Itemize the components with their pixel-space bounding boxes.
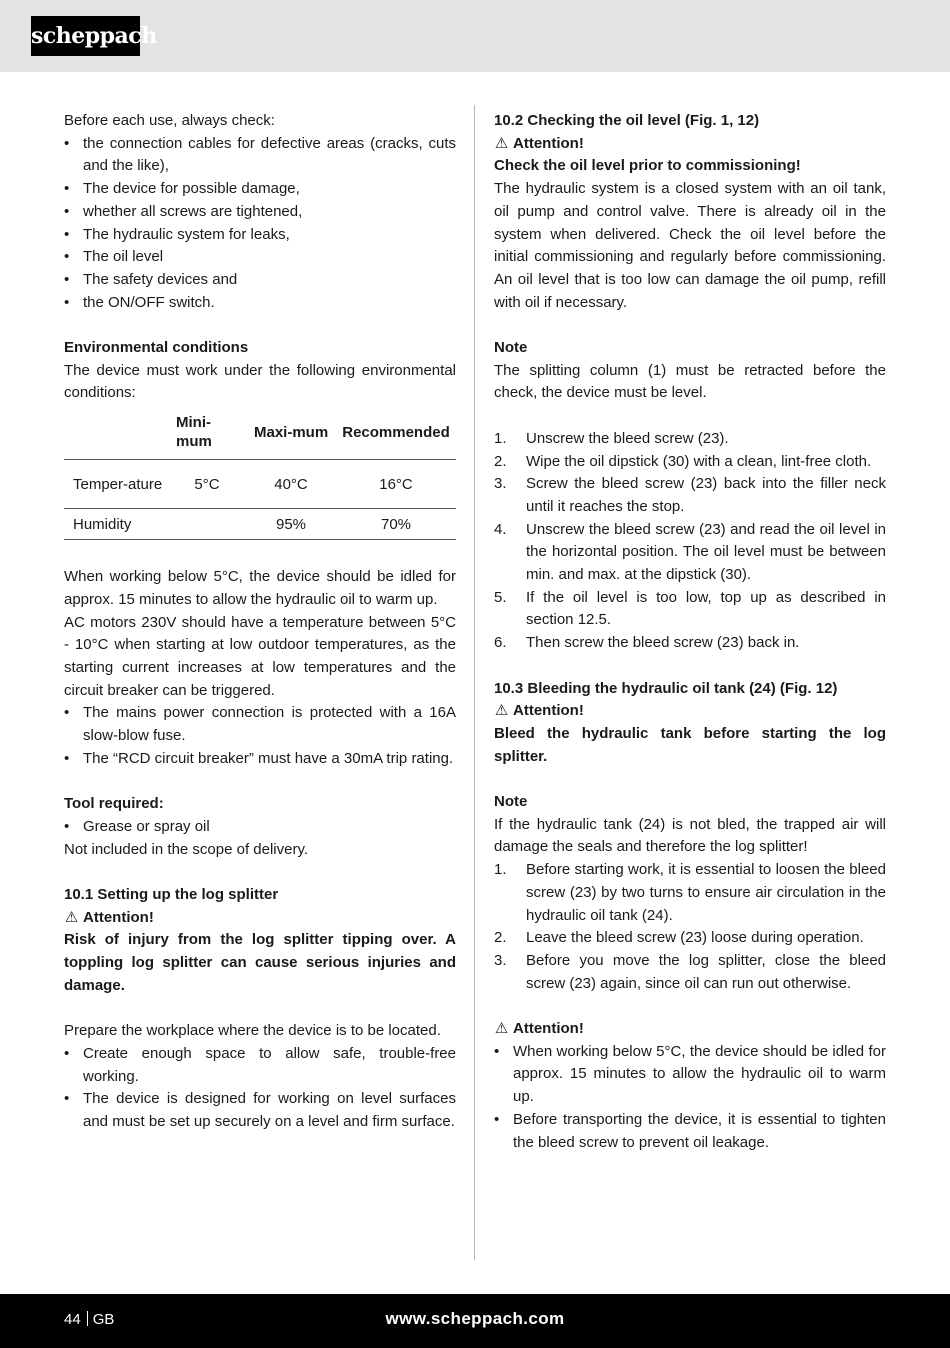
table-cell: 95% (246, 509, 336, 540)
list-item: • The mains power connection is protected with a 16A slow-blow fuse. (64, 702, 456, 747)
list-item: 3. Screw the bleed screw (23) back into the filler neck until it reaches the stop. (494, 475, 886, 515)
table-header: Maxi-mum (246, 411, 336, 460)
list-item: • the connection cables for defective areas (cracks, cuts and the like), (64, 133, 456, 178)
tipping-warning: Risk of injury from the log splitter tipping over. A toppling log splitter can cause serious injuries and damage. (64, 931, 456, 994)
left-column (64, 110, 456, 1134)
section-10-1-heading: 10.1 Setting up the log splitter (64, 885, 279, 903)
workplace-text: Prepare the workplace where the device is to be located. (64, 1022, 441, 1040)
list-item: • The device is designed for working on level surfaces and must be set up securely on a level and firm surface. (64, 1088, 456, 1133)
website-link[interactable]: www.scheppach.com (385, 1309, 565, 1328)
note-heading: Note (494, 793, 528, 811)
warning-triangle-icon: ⚠ (494, 1020, 509, 1038)
list-item: • the ON/OFF switch. (64, 292, 456, 315)
column-divider (474, 105, 475, 1260)
table-row (64, 509, 456, 540)
table-cell: 70% (336, 509, 456, 540)
list-item: • whether all screws are tightened, (64, 201, 456, 224)
table-cell: 5°C (168, 460, 246, 509)
list-item: 3. Before you move the log splitter, close the bleed screw (23) again, since oil can run out otherwise. (494, 951, 886, 992)
list-item: • The oil level (64, 246, 456, 269)
tool-heading: Tool required: (64, 795, 164, 813)
table-row (64, 460, 456, 509)
attention-line: ⚠ Attention! (494, 133, 886, 156)
table-cell: 40°C (246, 460, 336, 509)
oil-check-warning: Check the oil level prior to commissioning! (494, 157, 801, 175)
page-number: 44 (64, 1311, 81, 1328)
warning-triangle-icon: ⚠ (64, 908, 79, 926)
warning-triangle-icon: ⚠ (494, 702, 509, 720)
list-item: 2. Leave the bleed screw (23) loose during operation. (494, 929, 864, 947)
checks-intro: Before each use, always check: (64, 112, 275, 129)
bleed-warning: Bleed the hydraulic tank before starting the log splitter. (494, 724, 886, 765)
attention-line: ⚠ Attention! (494, 1018, 886, 1041)
note-heading: Note (494, 339, 528, 357)
table-cell: 16°C (336, 460, 456, 509)
list-item: 1. Unscrew the bleed screw (23). (494, 429, 729, 447)
section-10-3-heading: 10.3 Bleeding the hydraulic oil tank (24) (Fig. 12) (494, 679, 838, 697)
scheppach-logo: scheppach (31, 16, 140, 56)
table-header: Mini-mum (168, 411, 246, 460)
oil-check-steps (494, 428, 886, 655)
right-column (494, 110, 886, 1154)
list-item: • The safety devices and (64, 269, 456, 292)
note-text: If the hydraulic tank (24) is not bled, the trapped air will damage the seals and therefore the log splitter! (494, 815, 886, 856)
list-item: • The hydraulic system for leaks, (64, 224, 456, 247)
list-item: 5. If the oil level is too low, top up as described in section 12.5. (494, 588, 886, 629)
table-cell (168, 509, 246, 540)
env-heading: Environmental conditions (64, 339, 249, 357)
note-text: The splitting column (1) must be retracted before the check, the device must be level. (494, 361, 886, 402)
attention-line: ⚠ Attention! (64, 907, 456, 930)
checks-list (64, 133, 456, 315)
section-10-2-heading: 10.2 Checking the oil level (Fig. 1, 12) (494, 112, 760, 129)
header-bar (0, 0, 950, 72)
list-item: • The device for possible damage, (64, 178, 456, 201)
warning-triangle-icon: ⚠ (494, 134, 509, 152)
list-item: • Before transporting the device, it is essential to tighten the bleed screw to prevent oil leakage. (494, 1109, 886, 1154)
table-header (64, 411, 168, 460)
list-item: 2. Wipe the oil dipstick (30) with a clean, lint-free cloth. (494, 452, 872, 470)
environment-table (64, 411, 456, 540)
hydraulic-system-text: The hydraulic system is a closed system with an oil tank, oil pump and control valve. There is already oil in the system when delivered. Check the oil level before the initial commissioning and regularly before commissioning. An oil level that is too low can damage the oil pump, refill with oil if necessary. (494, 180, 886, 311)
list-item: 4. Unscrew the bleed screw (23) and read the oil level in the horizontal position. The oil level must be between min. and max. at the dipstick (30). (494, 520, 886, 584)
table-cell: Humidity (64, 509, 168, 540)
table-header: Recommended (336, 411, 456, 460)
list-item: • Grease or spray oil (64, 816, 456, 839)
list-item: • The “RCD circuit breaker” must have a 30mA trip rating. (64, 748, 456, 771)
footer-bar (0, 1294, 950, 1348)
list-item: 1. Before starting work, it is essential to loosen the bleed screw (23) by two turns to ensure air circulation in the hydraulic oil tank (24). (494, 861, 886, 924)
bleed-steps (494, 859, 886, 995)
ac-motor-text: AC motors 230V should have a temperature between 5°C - 10°C when starting at low outdoor temperatures, as the starting current increases at low temperatures and the circuit breaker can be triggered. (64, 613, 456, 699)
table-cell: Temper-ature (64, 460, 168, 509)
cold-start-text: When working below 5°C, the device should be idled for approx. 15 minutes to allow the hydraulic oil to warm up. (64, 568, 456, 608)
language-code: GB (92, 1311, 115, 1328)
list-item: • Create enough space to allow safe, trouble-free working. (64, 1043, 456, 1088)
list-item: • When working below 5°C, the device should be idled for approx. 15 minutes to allow the hydraulic oil to warm up. (494, 1041, 886, 1109)
tool-note: Not included in the scope of delivery. (64, 840, 309, 858)
attention-line: ⚠ Attention! (494, 700, 886, 723)
list-item: 6. Then screw the bleed screw (23) back in. (494, 634, 800, 652)
env-text: The device must work under the following environmental conditions: (64, 361, 456, 402)
